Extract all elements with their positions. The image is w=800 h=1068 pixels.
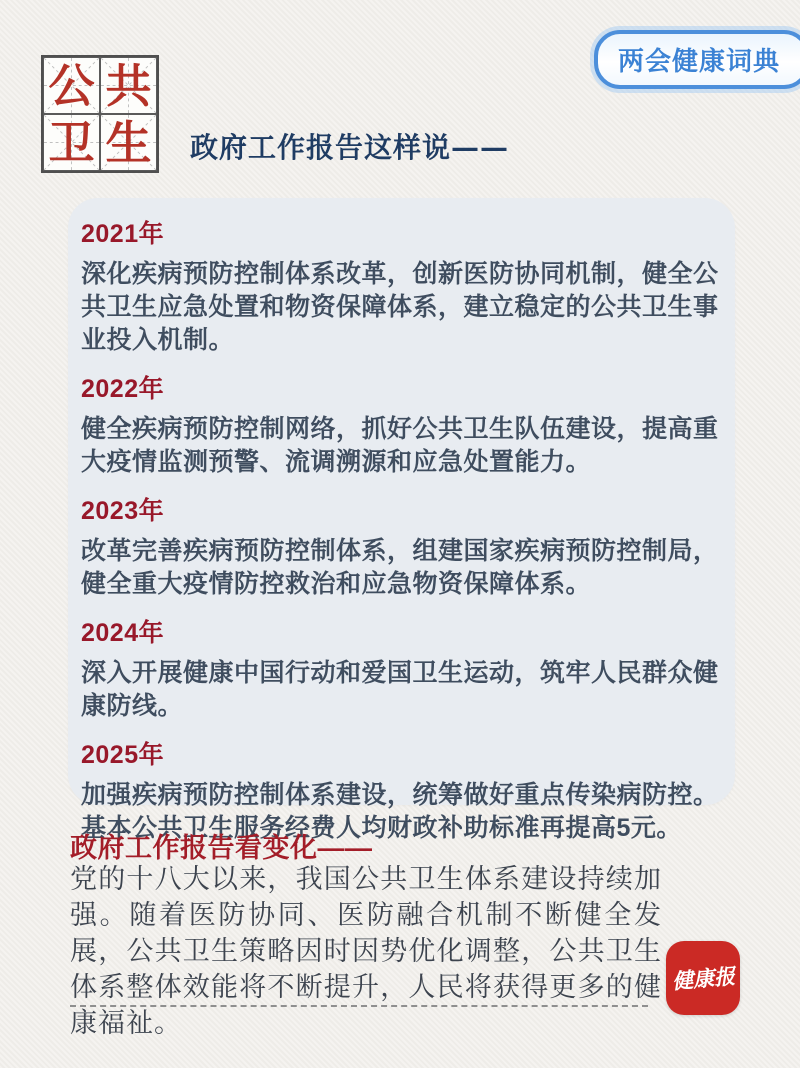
year-section	[81, 613, 725, 723]
report-says-subtitle: 政府工作报告这样说——	[190, 131, 510, 164]
year-heading: 2025年	[81, 741, 165, 769]
grid-cell	[43, 114, 100, 171]
title-char: 生	[105, 115, 152, 170]
year-section	[81, 369, 725, 479]
health-news-logo	[666, 941, 740, 1015]
title-char: 卫	[48, 115, 95, 170]
health-dictionary-badge: 两会健康词典	[594, 30, 800, 89]
year-heading: 2024年	[81, 619, 165, 647]
year-section	[81, 491, 725, 601]
changes-header: 政府工作报告看变化——	[70, 833, 373, 863]
year-text: 深入开展健康中国行动和爱国卫生运动，筑牢人民群众健康防线。	[81, 659, 719, 720]
title-char: 共	[105, 58, 152, 113]
year-text: 健全疾病预防控制网络，抓好公共卫生队伍建设，提高重大疫情监测预警、流调溯源和应急处置能力。	[81, 415, 719, 476]
year-text: 深化疾病预防控制体系改革，创新医防协同机制，健全公共卫生应急处置和物资保障体系，建立稳定的公共卫生事业投入机制。	[81, 260, 719, 354]
grid-cell	[100, 57, 157, 114]
year-text: 加强疾病预防控制体系建设，统筹做好重点传染病防控。基本公共卫生服务经费人均财政补助标准再提高5元。	[81, 781, 719, 842]
year-section	[81, 214, 725, 357]
years-card	[68, 198, 735, 842]
title-character-grid	[41, 55, 159, 173]
year-heading: 2022年	[81, 375, 165, 403]
year-heading: 2023年	[81, 497, 165, 525]
grid-cell	[100, 114, 157, 171]
title-char: 公	[48, 58, 95, 113]
year-text: 改革完善疾病预防控制体系，组建国家疾病预防控制局，健全重大疫情防控救治和应急物资保障体系。	[81, 537, 719, 598]
health-news-logo-text: 健康报	[670, 963, 736, 994]
year-heading: 2021年	[81, 220, 165, 248]
changes-paragraph: 党的十八大以来，我国公共卫生体系建设持续加强。随着医防协同、医防融合机制不断健全发展，公共卫生策略因时因势优化调整，公共卫生体系整体效能将不断提升，人民将获得更多的健康福祉。	[70, 864, 662, 1039]
dashed-divider	[70, 1005, 648, 1007]
grid-cell	[43, 57, 100, 114]
